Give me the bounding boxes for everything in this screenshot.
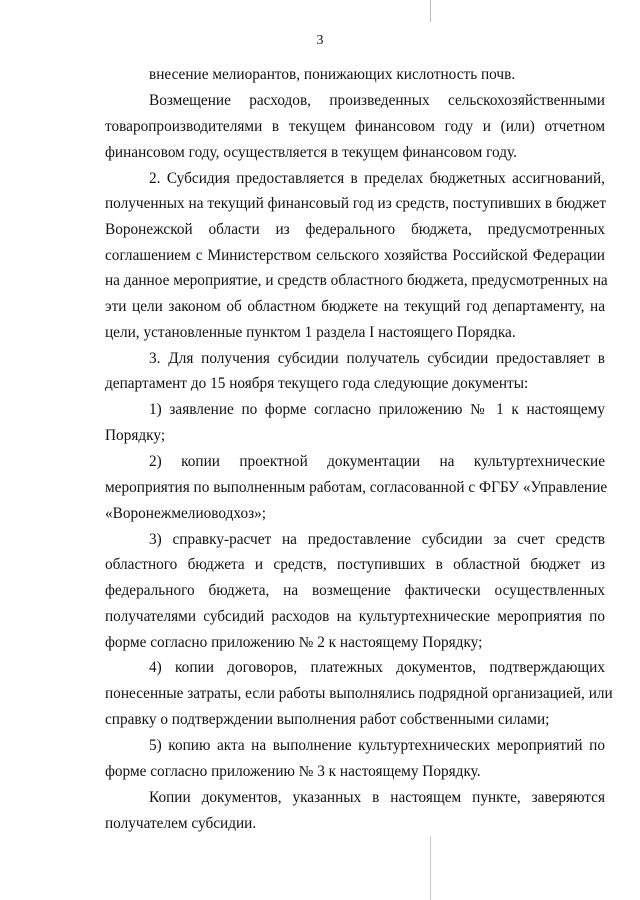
text-line: Копии документов, указанных в настоящем пункте, заверяются — [149, 789, 605, 806]
page-number: 3 — [316, 33, 324, 48]
text-line: форме согласно приложению № 2 к настоящему Порядку; — [105, 634, 483, 651]
scan-artifact — [430, 0, 431, 22]
text-line: форме согласно приложению № 3 к настоящему Порядку. — [105, 763, 481, 780]
text-line: мероприятия по выполненным работам, согласованной с ФГБУ «Управление — [105, 479, 608, 496]
text-line: областного бюджета и средств, поступивших в областной бюджет из — [105, 556, 605, 573]
text-line: Возмещение расходов, произведенных сельскохозяйственными — [149, 92, 605, 109]
text-line: Воронежской области из федерального бюджета, предусмотренных — [105, 221, 605, 238]
text-line: получателями субсидий расходов на культуртехнические мероприятия по — [105, 608, 605, 625]
text-line: соглашением с Министерством сельского хозяйства Российской Федерации — [105, 247, 605, 264]
text-line: 3. Для получения субсидии получатель субсидии предоставляет в — [149, 350, 605, 367]
text-line: 4) копии договоров, платежных документов, подтверждающих — [149, 659, 605, 676]
text-line: получателем субсидии. — [105, 815, 257, 832]
text-line: департамент до 15 ноября текущего года следующие документы: — [105, 375, 529, 392]
text-line: 3) справку-расчет на предоставление субсидии за счет средств — [149, 531, 605, 548]
text-line: 2) копии проектной документации на культуртехнические — [149, 453, 605, 470]
text-line: 1) заявление по форме согласно приложению № 1 к настоящему — [149, 401, 605, 418]
text-line: 5) копию акта на выполнение культуртехнических мероприятий по — [149, 737, 605, 754]
text-line: Порядку; — [105, 427, 166, 444]
text-line: внесение мелиорантов, понижающих кислотность почв. — [149, 66, 516, 83]
text-line: финансовом году, осуществляется в текущем финансовом году. — [105, 144, 517, 161]
text-line: 2. Субсидия предоставляется в пределах бюджетных ассигнований, — [149, 170, 605, 187]
text-line: справку о подтверждении выполнения работ собственными силами; — [105, 711, 550, 728]
text-line: эти цели законом об областном бюджете на текущий год департаменту, на — [105, 298, 605, 315]
text-line: товаропроизводителями в текущем финансовом году и (или) отчетном — [105, 118, 605, 135]
text-line: федерального бюджета, на возмещение фактически осуществленных — [105, 582, 605, 599]
text-line: цели, установленные пунктом 1 раздела I настоящего Порядка. — [105, 324, 516, 341]
scan-artifact — [430, 836, 431, 900]
text-line: «Воронежмелиоводхоз»; — [105, 505, 267, 522]
text-line: полученных на текущий финансовый год из средств, поступивших в бюджет — [105, 195, 607, 212]
text-line: на данное мероприятие, и средств областного бюджета, предусмотренных на — [105, 272, 608, 289]
text-line: понесенные затраты, если работы выполнялись подрядной организацией, или — [105, 685, 613, 702]
